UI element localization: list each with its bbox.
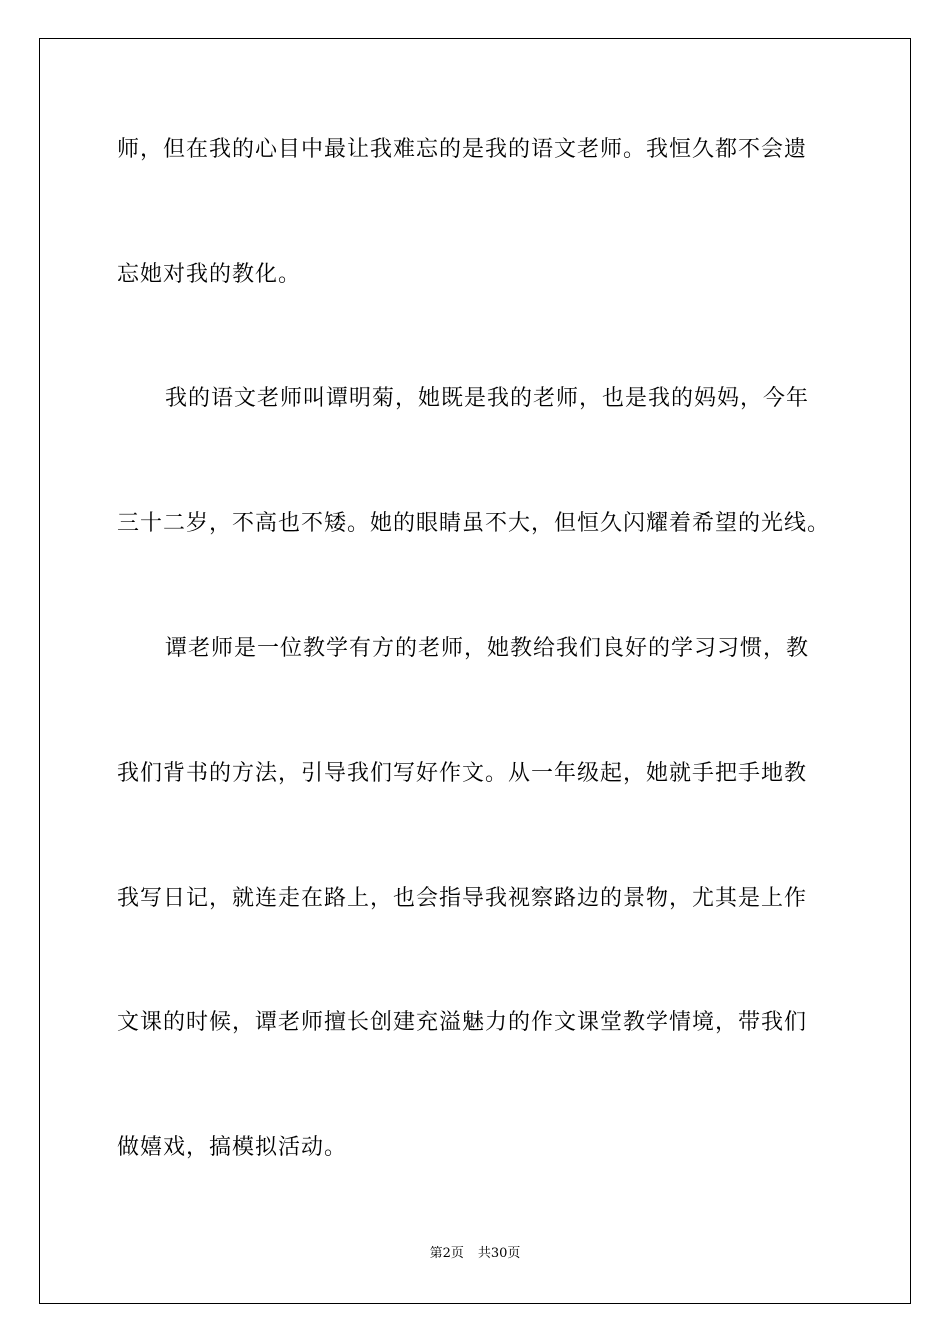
page-border (39, 38, 911, 1304)
text-line: 三十二岁，不高也不矮。她的眼睛虽不大，但恒久闪耀着希望的光线。 (117, 511, 831, 536)
text-line: 做嬉戏，搞模拟活动。 (117, 1135, 348, 1160)
text-line: 我写日记，就连走在路上，也会指导我视察路边的景物，尤其是上作 (117, 886, 808, 911)
text-line: 师，但在我的心目中最让我难忘的是我的语文老师。我恒久都不会遗 (117, 137, 808, 162)
text-line: 文课的时候，谭老师擅长创建充溢魅力的作文课堂教学情境，带我们 (117, 1010, 808, 1035)
page-number: 第2页 (429, 1246, 464, 1261)
text-line: 我们背书的方法，引导我们写好作文。从一年级起，她就手把手地教 (117, 761, 808, 786)
paragraph-start-line: 谭老师是一位教学有方的老师，她教给我们良好的学习习惯，教 (165, 636, 810, 661)
page-total: 共30页 (477, 1246, 521, 1261)
text-line: 忘她对我的教化。 (117, 262, 302, 287)
page-footer (0, 1245, 950, 1263)
paragraph-start-line: 我的语文老师叫谭明菊，她既是我的老师，也是我的妈妈，今年 (165, 386, 810, 411)
